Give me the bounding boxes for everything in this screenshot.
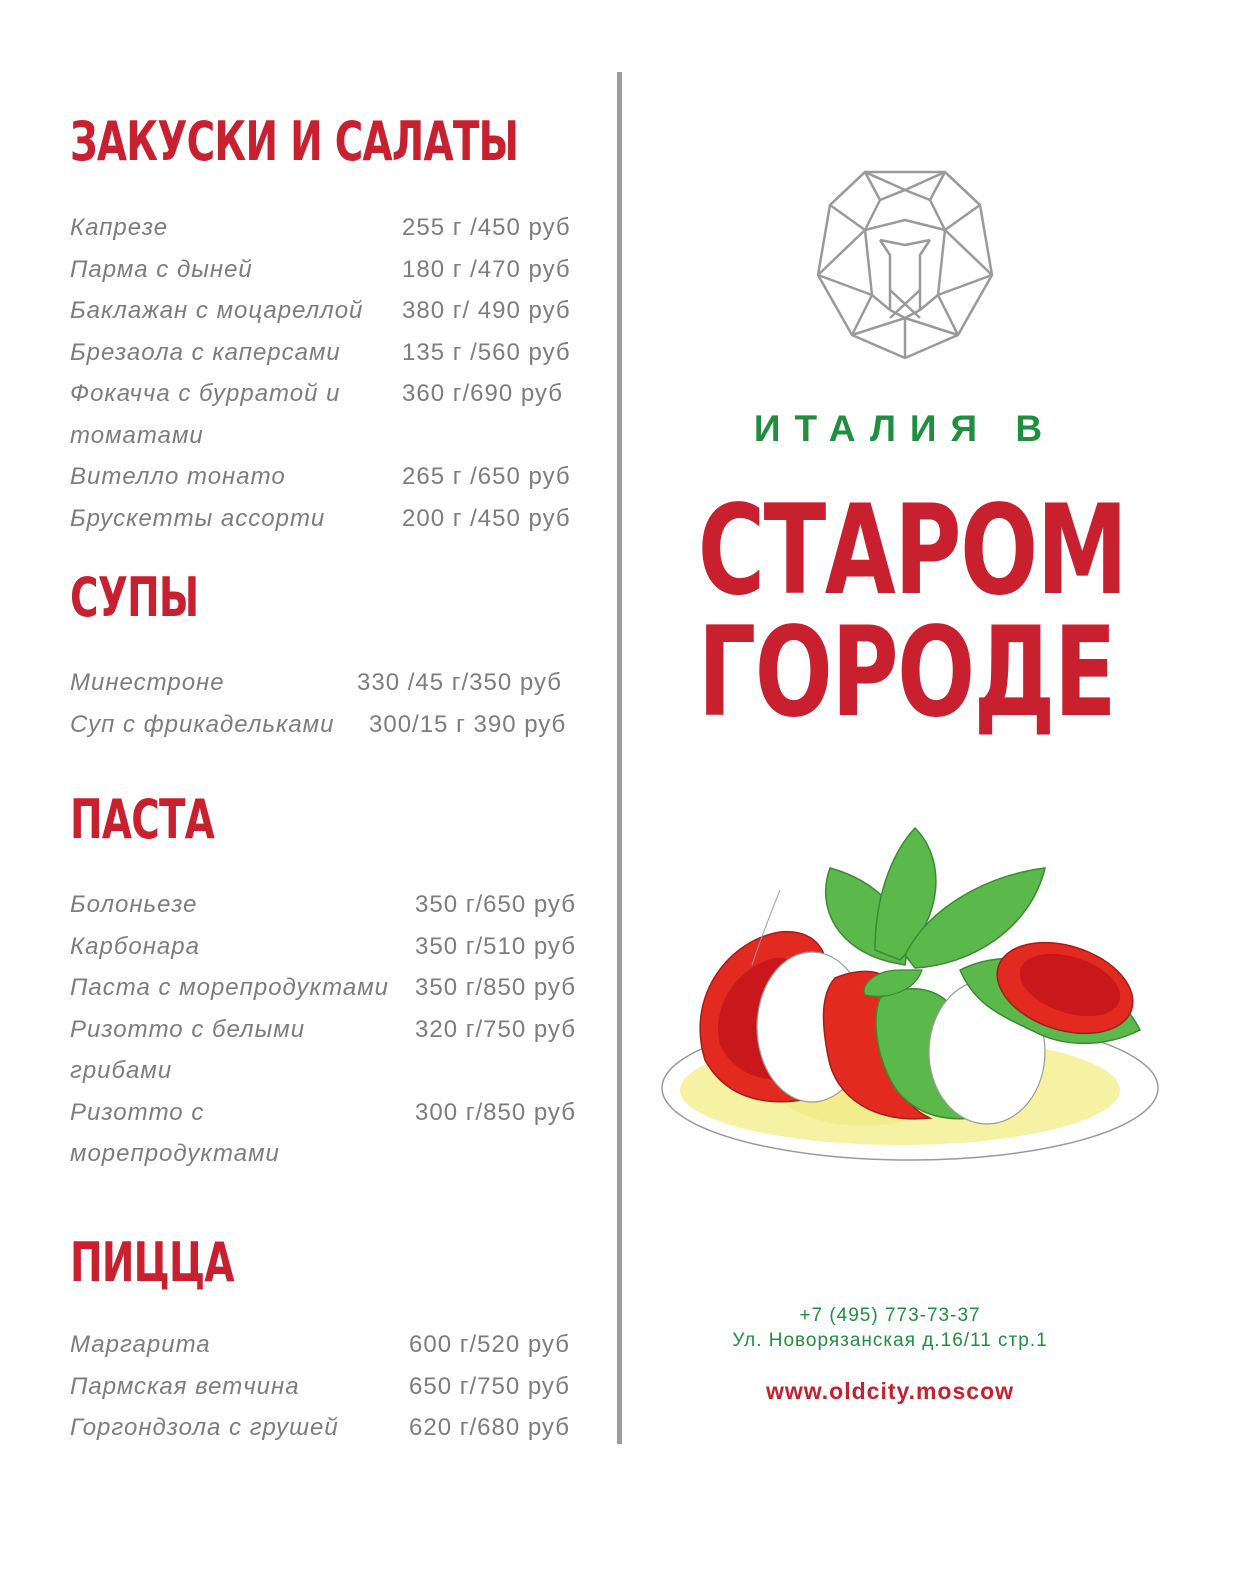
- menu-item-price: 600 г/520 руб: [409, 1331, 570, 1358]
- menu-item-name: Суп с фрикадельками: [70, 710, 335, 738]
- brand-title-line2: ГОРОДЕ: [697, 601, 1116, 745]
- menu-item-price: 330 /45 г/350 руб: [357, 669, 562, 696]
- menu-item-name: Пармская ветчина: [70, 1372, 300, 1400]
- menu-item-price: 360 г/690 руб: [402, 380, 563, 407]
- menu-item: [70, 373, 563, 456]
- appetizers-list: [70, 207, 571, 539]
- menu-item: [70, 332, 571, 374]
- brand-title-line1: СТАРОМ: [697, 479, 1127, 623]
- menu-column: [0, 0, 620, 1595]
- menu-item: [70, 1407, 570, 1449]
- menu-item: [70, 704, 567, 746]
- menu-item-price: 180 г /470 руб: [402, 255, 571, 283]
- menu-item-price: 255 г /450 руб: [402, 214, 571, 241]
- menu-item-name: Ризотто с белыми грибами: [70, 1015, 306, 1084]
- menu-item-price: 620 г/680 руб: [409, 1414, 570, 1441]
- menu-item-name: Болоньезе: [70, 891, 198, 918]
- menu-item: [70, 1324, 570, 1366]
- menu-item: [70, 662, 562, 704]
- menu-item: [70, 498, 571, 540]
- menu-item: [70, 207, 571, 249]
- menu-item: [70, 967, 576, 1009]
- menu-item: [70, 1009, 576, 1092]
- menu-item-price: 200 г /450 руб: [402, 504, 571, 532]
- soups-list: [70, 662, 567, 745]
- contact-block: [625, 1303, 1155, 1353]
- geometric-lion-head-icon: [810, 160, 1000, 360]
- menu-item-price: 350 г/510 руб: [415, 932, 576, 960]
- menu-item-name: Маргарита: [70, 1331, 211, 1358]
- brand-title: [697, 479, 1127, 745]
- menu-item-price: 650 г/750 руб: [409, 1372, 570, 1400]
- menu-item-price: 300/15 г 390 руб: [369, 710, 567, 738]
- menu-item: [70, 926, 576, 968]
- menu-item-name: Парма с дыней: [70, 255, 253, 283]
- menu-item: [70, 1092, 576, 1175]
- website-link[interactable]: www.oldcity.moscow: [765, 1378, 1015, 1404]
- pizza-list: [70, 1324, 570, 1449]
- menu-item-price: 135 г /560 руб: [402, 338, 571, 366]
- menu-item: [70, 290, 571, 332]
- brand-column: [625, 0, 1241, 1595]
- menu-item-name: Ризотто с морепродуктами: [70, 1098, 280, 1167]
- column-divider: [617, 72, 622, 1444]
- menu-item-price: 350 г/850 руб: [415, 974, 576, 1001]
- caprese-salad-plate-illustration: [660, 820, 1170, 1170]
- menu-item-name: Паста с морепродуктами: [70, 974, 390, 1001]
- phone-number: +7 (495) 773-73-37: [799, 1305, 981, 1326]
- menu-item-price: 300 г/850 руб: [415, 1098, 576, 1126]
- menu-item: [70, 249, 571, 291]
- pasta-list: [70, 884, 576, 1175]
- menu-item-price: 350 г/650 руб: [415, 891, 576, 918]
- menu-item-name: Вителло тонато: [70, 463, 286, 490]
- brand-tagline: ИТАЛИЯ В: [753, 408, 1057, 449]
- section-title-pasta: ПАСТА: [70, 788, 215, 851]
- section-title-soups: СУПЫ: [70, 566, 199, 629]
- menu-item: [70, 1366, 570, 1408]
- menu-item-name: Капрезе: [70, 214, 169, 241]
- menu-item-price: 265 г /650 руб: [402, 463, 571, 490]
- menu-item-name: Баклажан с моцареллой: [70, 297, 364, 324]
- menu-item-price: 380 г/ 490 руб: [402, 297, 571, 324]
- menu-item-name: Карбонара: [70, 932, 200, 960]
- menu-item-name: Горгондзола с грушей: [70, 1414, 339, 1441]
- menu-item-name: Брезаола с каперсами: [70, 338, 341, 366]
- menu-item-name: Брускетты ассорти: [70, 504, 326, 532]
- menu-item: [70, 884, 576, 926]
- menu-item-name: Минестроне: [70, 669, 225, 696]
- section-title-appetizers: ЗАКУСКИ И САЛАТЫ: [70, 110, 519, 173]
- section-title-pizza: ПИЦЦА: [70, 1231, 234, 1294]
- menu-item-price: 320 г/750 руб: [415, 1015, 576, 1043]
- menu-item: [70, 456, 571, 498]
- menu-item-name: Фокачча с бурратой и томатами: [70, 380, 341, 449]
- address: Ул. Новорязанская д.16/11 стр.1: [732, 1330, 1048, 1351]
